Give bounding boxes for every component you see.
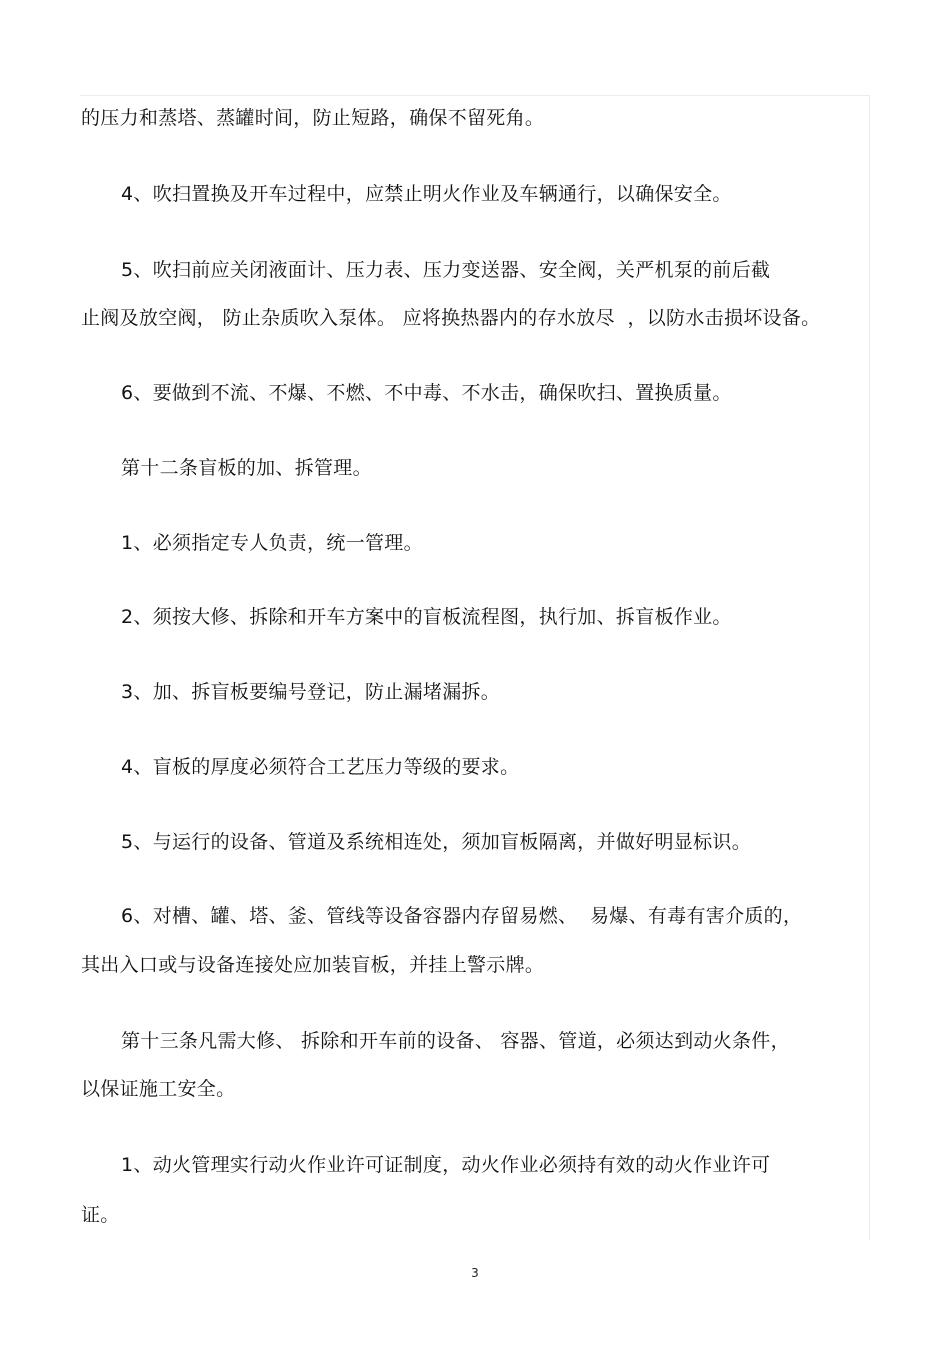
text-line-10: 4、盲板的厚度必须符合工艺压力等级的要求。 <box>121 756 520 778</box>
text-line-16: 1、动火管理实行动火作业许可证制度，动火作业必须持有效的动火作业许可 <box>121 1154 771 1176</box>
text-line-15: 以保证施工安全。 <box>81 1078 236 1100</box>
page-border-top <box>80 95 870 96</box>
text-line-3: 5、吹扫前应关闭液面计、压力表、压力变送器、安全阀，关严机泵的前后截 <box>121 259 771 281</box>
page-border-right <box>869 95 870 1240</box>
section-heading-13: 第十三条凡需大修、 拆除和开车前的设备、 容器、管道，必须达到动火条件， <box>121 1030 790 1052</box>
text-line-5: 6、要做到不流、不爆、不燃、不中毒、不水击，确保吹扫、置换质量。 <box>121 382 732 404</box>
text-line-12: 6、对槽、罐、塔、釜、管线等设备容器内存留易燃、 易爆、有毒有害介质的， <box>121 905 803 927</box>
text-line-11: 5、与运行的设备、管道及系统相连处，须加盲板隔离，并做好明显标识。 <box>121 831 751 853</box>
text-line-1: 的压力和蒸塔、蒸罐时间，防止短路，确保不留死角。 <box>81 107 545 129</box>
page-number: 3 <box>471 1266 479 1280</box>
text-line-13: 其出入口或与设备连接处应加装盲板，并挂上警示牌。 <box>81 954 545 976</box>
text-line-7: 1、必须指定专人负责，统一管理。 <box>121 532 423 554</box>
text-line-4: 止阀及放空阀， 防止杂质吹入泵体。 应将换热器内的存水放尽 ，以防水击损坏设备。 <box>81 307 821 329</box>
text-line-2: 4、吹扫置换及开车过程中，应禁止明火作业及车辆通行，以确保安全。 <box>121 183 732 205</box>
text-line-9: 3、加、拆盲板要编号登记，防止漏堵漏拆。 <box>121 681 501 703</box>
text-line-8: 2、须按大修、拆除和开车方案中的盲板流程图，执行加、拆盲板作业。 <box>121 606 732 628</box>
text-line-17: 证。 <box>81 1204 120 1226</box>
section-heading-12: 第十二条盲板的加、拆管理。 <box>121 457 372 479</box>
